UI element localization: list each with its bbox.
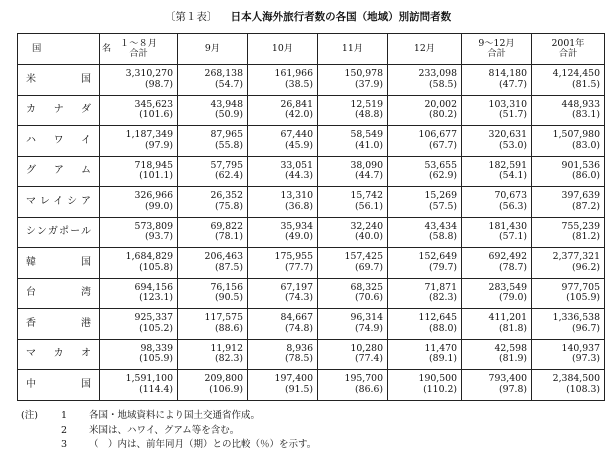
note-item <box>21 424 316 439</box>
yoy-percent: (99.0) <box>145 200 173 212</box>
data-cell <box>178 278 248 309</box>
data-cell <box>388 187 462 218</box>
yoy-percent: (74.8) <box>285 322 313 334</box>
data-cell <box>178 309 248 340</box>
yoy-percent: (97.8) <box>499 383 527 395</box>
yoy-percent: (56.3) <box>499 200 527 212</box>
visitor-count: 70,673 <box>494 190 527 202</box>
data-cell <box>318 370 388 401</box>
visitor-count: 206,463 <box>204 251 243 263</box>
yoy-percent: (97.9) <box>145 139 173 151</box>
data-cell <box>178 65 248 96</box>
visitor-count: 901,536 <box>561 159 600 171</box>
visitor-count: 152,649 <box>418 251 457 263</box>
visitor-count: 10,280 <box>350 342 383 354</box>
yoy-percent: (87.2) <box>572 200 600 212</box>
country-name: シンガポール <box>18 217 100 248</box>
data-cell <box>462 126 532 157</box>
visitor-count: 814,180 <box>488 68 527 80</box>
data-cell <box>462 309 532 340</box>
data-cell <box>532 126 605 157</box>
visitor-count: 96,314 <box>350 312 383 324</box>
yoy-percent: (90.5) <box>215 292 243 304</box>
yoy-percent: (44.7) <box>355 170 383 182</box>
visitor-count: 977,705 <box>561 281 600 293</box>
country-name: マカオ <box>18 339 100 370</box>
yoy-percent: (57.1) <box>499 231 527 243</box>
yoy-percent: (74.3) <box>285 292 313 304</box>
visitor-count: 161,966 <box>274 68 313 80</box>
data-cell <box>318 126 388 157</box>
table-row <box>18 65 605 96</box>
data-cell <box>388 339 462 370</box>
yoy-percent: (69.7) <box>355 261 383 273</box>
visitor-count: 68,325 <box>350 281 383 293</box>
data-cell <box>178 126 248 157</box>
yoy-percent: (97.3) <box>572 353 600 365</box>
column-header-line1: 9～12月 <box>478 37 515 49</box>
yoy-percent: (105.2) <box>139 322 173 334</box>
yoy-percent: (83.0) <box>572 139 600 151</box>
data-cell <box>248 95 318 126</box>
yoy-percent: (58.8) <box>429 231 457 243</box>
visitor-count: 106,677 <box>418 129 457 141</box>
column-header-line1: 11月 <box>341 42 364 54</box>
data-cell <box>388 248 462 279</box>
visitor-count: 53,655 <box>424 159 457 171</box>
visitor-count: 11,912 <box>210 342 243 354</box>
visitor-count: 98,339 <box>140 342 173 354</box>
data-cell <box>100 309 178 340</box>
header-row <box>18 34 605 65</box>
visitor-count: 69,822 <box>210 220 243 232</box>
visitor-count: 182,591 <box>488 159 527 171</box>
country-name: 韓国 <box>18 248 100 279</box>
yoy-percent: (56.1) <box>355 200 383 212</box>
yoy-percent: (49.0) <box>285 231 313 243</box>
yoy-percent: (78.5) <box>285 353 313 365</box>
yoy-percent: (106.9) <box>209 383 243 395</box>
data-cell <box>532 278 605 309</box>
note-lead <box>21 424 61 439</box>
country-name: ハワイ <box>18 126 100 157</box>
data-cell <box>532 156 605 187</box>
data-cell <box>318 278 388 309</box>
visitor-count: 197,400 <box>274 373 313 385</box>
table-number: 〔第１表〕 <box>164 11 218 23</box>
visitor-count: 793,400 <box>488 373 527 385</box>
visitor-count: 103,310 <box>488 98 527 110</box>
data-cell <box>388 309 462 340</box>
yoy-percent: (37.9) <box>355 78 383 90</box>
column-header-line1: 10月 <box>271 42 294 54</box>
table-row <box>18 370 605 401</box>
visitor-count: 233,098 <box>418 68 457 80</box>
yoy-percent: (110.2) <box>423 383 457 395</box>
visitor-count: 140,937 <box>561 342 600 354</box>
yoy-percent: (75.8) <box>215 200 243 212</box>
data-cell <box>248 187 318 218</box>
yoy-percent: (74.9) <box>355 322 383 334</box>
data-cell <box>100 126 178 157</box>
data-cell <box>100 278 178 309</box>
yoy-percent: (105.8) <box>139 261 173 273</box>
data-cell <box>100 156 178 187</box>
column-header-line1: 2001年 <box>551 37 585 49</box>
data-cell <box>318 95 388 126</box>
data-cell <box>532 95 605 126</box>
visitor-count: 15,742 <box>350 190 383 202</box>
note-item <box>21 409 316 424</box>
yoy-percent: (88.0) <box>429 322 457 334</box>
visitor-count: 32,240 <box>350 220 383 232</box>
data-cell <box>462 370 532 401</box>
data-cell <box>532 370 605 401</box>
table-row <box>18 187 605 218</box>
column-header-line1: １～８月 <box>119 37 158 49</box>
data-cell <box>248 156 318 187</box>
yoy-percent: (81.5) <box>572 78 600 90</box>
data-cell <box>178 156 248 187</box>
yoy-percent: (96.7) <box>572 322 600 334</box>
visitor-count: 1,336,538 <box>552 312 600 324</box>
column-header-line1: 12月 <box>413 42 436 54</box>
visitor-count: 448,933 <box>561 98 600 110</box>
yoy-percent: (53.0) <box>499 139 527 151</box>
yoy-percent: (81.9) <box>499 353 527 365</box>
visitor-count: 84,667 <box>280 312 313 324</box>
yoy-percent: (67.7) <box>429 139 457 151</box>
visitor-count: 397,639 <box>561 190 600 202</box>
data-cell <box>178 370 248 401</box>
visitor-count: 157,425 <box>344 251 383 263</box>
visitor-count: 925,337 <box>134 312 173 324</box>
visitor-count: 190,500 <box>418 373 457 385</box>
column-header <box>318 34 388 65</box>
notes <box>21 409 316 453</box>
yoy-percent: (48.8) <box>355 109 383 121</box>
yoy-percent: (62.9) <box>429 170 457 182</box>
data-cell <box>532 187 605 218</box>
visitor-count: 181,430 <box>488 220 527 232</box>
column-header-line2: 合計 <box>129 48 148 59</box>
visitor-count: 175,955 <box>274 251 313 263</box>
data-cell <box>248 217 318 248</box>
yoy-percent: (105.9) <box>139 353 173 365</box>
yoy-percent: (79.0) <box>499 292 527 304</box>
visitor-count: 283,549 <box>488 281 527 293</box>
table-title <box>0 10 616 24</box>
yoy-percent: (105.9) <box>566 292 600 304</box>
note-lead: (注) <box>21 410 38 421</box>
data-cell <box>100 339 178 370</box>
data-cell <box>248 65 318 96</box>
visitor-count: 1,187,349 <box>125 129 173 141</box>
data-cell <box>100 65 178 96</box>
data-cell <box>532 248 605 279</box>
data-cell <box>100 187 178 218</box>
data-cell <box>178 339 248 370</box>
visitor-count: 150,978 <box>344 68 383 80</box>
note-text: 米国は、ハワイ、グアム等を含む。 <box>89 424 240 436</box>
visitor-count: 76,156 <box>210 281 243 293</box>
note-item <box>21 438 316 453</box>
yoy-percent: (77.7) <box>285 261 313 273</box>
column-header <box>388 34 462 65</box>
data-cell <box>248 370 318 401</box>
yoy-percent: (82.3) <box>215 353 243 365</box>
visitor-count: 57,795 <box>210 159 243 171</box>
visitor-count: 320,631 <box>488 129 527 141</box>
data-cell <box>532 217 605 248</box>
data-cell <box>462 95 532 126</box>
visitor-count: 26,352 <box>210 190 243 202</box>
column-header-line1: 9月 <box>204 42 221 54</box>
yoy-percent: (86.6) <box>355 383 383 395</box>
table-row <box>18 126 605 157</box>
data-cell <box>178 217 248 248</box>
country-name: 米国 <box>18 65 100 96</box>
note-text: 各国・地域資料により国土交通省作成。 <box>89 410 261 421</box>
yoy-percent: (44.3) <box>285 170 313 182</box>
data-cell <box>248 309 318 340</box>
data-cell <box>462 156 532 187</box>
yoy-percent: (83.1) <box>572 109 600 121</box>
visitor-count: 411,201 <box>488 312 527 324</box>
visitor-count: 33,051 <box>280 159 313 171</box>
visitor-count: 3,310,270 <box>125 68 173 80</box>
data-cell <box>532 339 605 370</box>
note-text: （ ）内は、前年同月（期）との比較（％）を示す。 <box>89 439 317 450</box>
data-cell <box>462 339 532 370</box>
data-cell <box>248 126 318 157</box>
visitor-count: 573,809 <box>134 220 173 232</box>
data-cell <box>318 65 388 96</box>
visitor-count: 117,575 <box>204 312 243 324</box>
yoy-percent: (101.6) <box>139 109 173 121</box>
yoy-percent: (78.7) <box>499 261 527 273</box>
yoy-percent: (81.2) <box>572 231 600 243</box>
data-cell <box>388 278 462 309</box>
data-cell <box>248 278 318 309</box>
country-name: マレイシア <box>18 187 100 218</box>
table-body <box>18 65 605 401</box>
column-header <box>178 34 248 65</box>
yoy-percent: (79.7) <box>429 261 457 273</box>
data-cell <box>318 248 388 279</box>
visitor-statistics-table <box>17 33 605 401</box>
note-number: 2 <box>61 424 68 436</box>
yoy-percent: (38.5) <box>285 78 313 90</box>
data-cell <box>462 187 532 218</box>
visitor-count: 112,645 <box>418 312 457 324</box>
data-cell <box>178 248 248 279</box>
column-header <box>248 34 318 65</box>
visitor-count: 12,519 <box>350 98 383 110</box>
yoy-percent: (41.0) <box>355 139 383 151</box>
visitor-count: 2,377,321 <box>552 251 600 263</box>
data-cell <box>532 309 605 340</box>
yoy-percent: (82.3) <box>429 292 457 304</box>
yoy-percent: (89.1) <box>429 353 457 365</box>
table-title-text: 日本人海外旅行者数の各国（地域）別訪問者数 <box>230 11 452 23</box>
yoy-percent: (96.2) <box>572 261 600 273</box>
visitor-count: 11,470 <box>424 342 457 354</box>
yoy-percent: (47.7) <box>499 78 527 90</box>
yoy-percent: (123.1) <box>139 292 173 304</box>
visitor-count: 15,269 <box>424 190 457 202</box>
visitor-count: 20,002 <box>424 98 457 110</box>
data-cell <box>462 217 532 248</box>
table-row <box>18 217 605 248</box>
yoy-percent: (88.6) <box>215 322 243 334</box>
visitor-count: 67,440 <box>280 129 313 141</box>
data-cell <box>462 65 532 96</box>
yoy-percent: (86.0) <box>572 170 600 182</box>
data-cell <box>388 217 462 248</box>
table-row <box>18 156 605 187</box>
yoy-percent: (40.0) <box>355 231 383 243</box>
note-number: 3 <box>61 439 68 450</box>
visitor-count: 26,841 <box>280 98 313 110</box>
visitor-count: 694,156 <box>134 281 173 293</box>
data-cell <box>388 156 462 187</box>
country-name: カナダ <box>18 95 100 126</box>
yoy-percent: (42.0) <box>285 109 313 121</box>
yoy-percent: (54.1) <box>499 170 527 182</box>
column-header <box>532 34 605 65</box>
visitor-count: 1,591,100 <box>125 373 173 385</box>
visitor-count: 2,384,500 <box>552 373 600 385</box>
note-lead <box>21 438 61 453</box>
data-cell <box>100 370 178 401</box>
visitor-count: 345,623 <box>134 98 173 110</box>
note-number: 1 <box>61 410 68 421</box>
column-header-line2: 合計 <box>487 48 506 59</box>
data-cell <box>388 370 462 401</box>
data-cell <box>388 126 462 157</box>
yoy-percent: (91.5) <box>285 383 313 395</box>
table-row <box>18 309 605 340</box>
visitor-count: 4,124,450 <box>552 68 600 80</box>
data-cell <box>178 187 248 218</box>
visitor-count: 42,598 <box>494 342 527 354</box>
country-name: 香港 <box>18 309 100 340</box>
visitor-count: 87,965 <box>210 129 243 141</box>
country-name: 中国 <box>18 370 100 401</box>
yoy-percent: (78.1) <box>215 231 243 243</box>
data-cell <box>388 95 462 126</box>
table-row <box>18 278 605 309</box>
yoy-percent: (54.7) <box>215 78 243 90</box>
data-cell <box>318 217 388 248</box>
visitor-count: 1,684,829 <box>125 251 173 263</box>
visitor-count: 718,945 <box>134 159 173 171</box>
visitor-count: 35,934 <box>280 220 313 232</box>
visitor-count: 268,138 <box>204 68 243 80</box>
yoy-percent: (51.7) <box>499 109 527 121</box>
data-cell <box>462 248 532 279</box>
visitor-count: 326,966 <box>134 190 173 202</box>
yoy-percent: (101.1) <box>139 170 173 182</box>
yoy-percent: (87.5) <box>215 261 243 273</box>
country-name: 台湾 <box>18 278 100 309</box>
visitor-count: 43,948 <box>210 98 243 110</box>
yoy-percent: (81.8) <box>499 322 527 334</box>
data-cell <box>318 309 388 340</box>
data-cell <box>248 248 318 279</box>
yoy-percent: (77.4) <box>355 353 383 365</box>
data-cell <box>248 339 318 370</box>
data-cell <box>178 95 248 126</box>
country-name: グアム <box>18 156 100 187</box>
visitor-count: 8,936 <box>286 342 313 354</box>
column-header-line1: 国 名 <box>32 42 126 54</box>
yoy-percent: (58.5) <box>429 78 457 90</box>
data-cell <box>462 278 532 309</box>
table-row <box>18 248 605 279</box>
yoy-percent: (93.7) <box>145 231 173 243</box>
column-header <box>462 34 532 65</box>
yoy-percent: (114.4) <box>139 383 173 395</box>
yoy-percent: (70.6) <box>355 292 383 304</box>
visitor-count: 209,800 <box>204 373 243 385</box>
visitor-count: 1,507,980 <box>552 129 600 141</box>
column-header-line2: 合計 <box>558 48 578 59</box>
visitor-count: 755,239 <box>561 220 600 232</box>
yoy-percent: (45.9) <box>285 139 313 151</box>
data-cell <box>100 95 178 126</box>
visitor-count: 71,871 <box>424 281 457 293</box>
visitor-count: 38,090 <box>350 159 383 171</box>
data-cell <box>100 217 178 248</box>
data-cell <box>388 65 462 96</box>
yoy-percent: (55.8) <box>215 139 243 151</box>
yoy-percent: (50.9) <box>215 109 243 121</box>
data-cell <box>532 65 605 96</box>
visitor-count: 195,700 <box>344 373 383 385</box>
visitor-count: 43,434 <box>424 220 457 232</box>
visitor-count: 692,492 <box>488 251 527 263</box>
data-cell <box>100 248 178 279</box>
yoy-percent: (108.3) <box>566 383 600 395</box>
visitor-count: 67,197 <box>280 281 313 293</box>
visitor-count: 13,310 <box>280 190 313 202</box>
data-cell <box>318 339 388 370</box>
table-row <box>18 339 605 370</box>
visitor-count: 58,549 <box>350 129 383 141</box>
table-row <box>18 95 605 126</box>
yoy-percent: (62.4) <box>215 170 243 182</box>
yoy-percent: (98.7) <box>145 78 173 90</box>
column-header-country <box>18 34 126 65</box>
yoy-percent: (80.2) <box>429 109 457 121</box>
yoy-percent: (36.8) <box>285 200 313 212</box>
data-cell <box>318 156 388 187</box>
data-cell <box>318 187 388 218</box>
yoy-percent: (57.5) <box>429 200 457 212</box>
